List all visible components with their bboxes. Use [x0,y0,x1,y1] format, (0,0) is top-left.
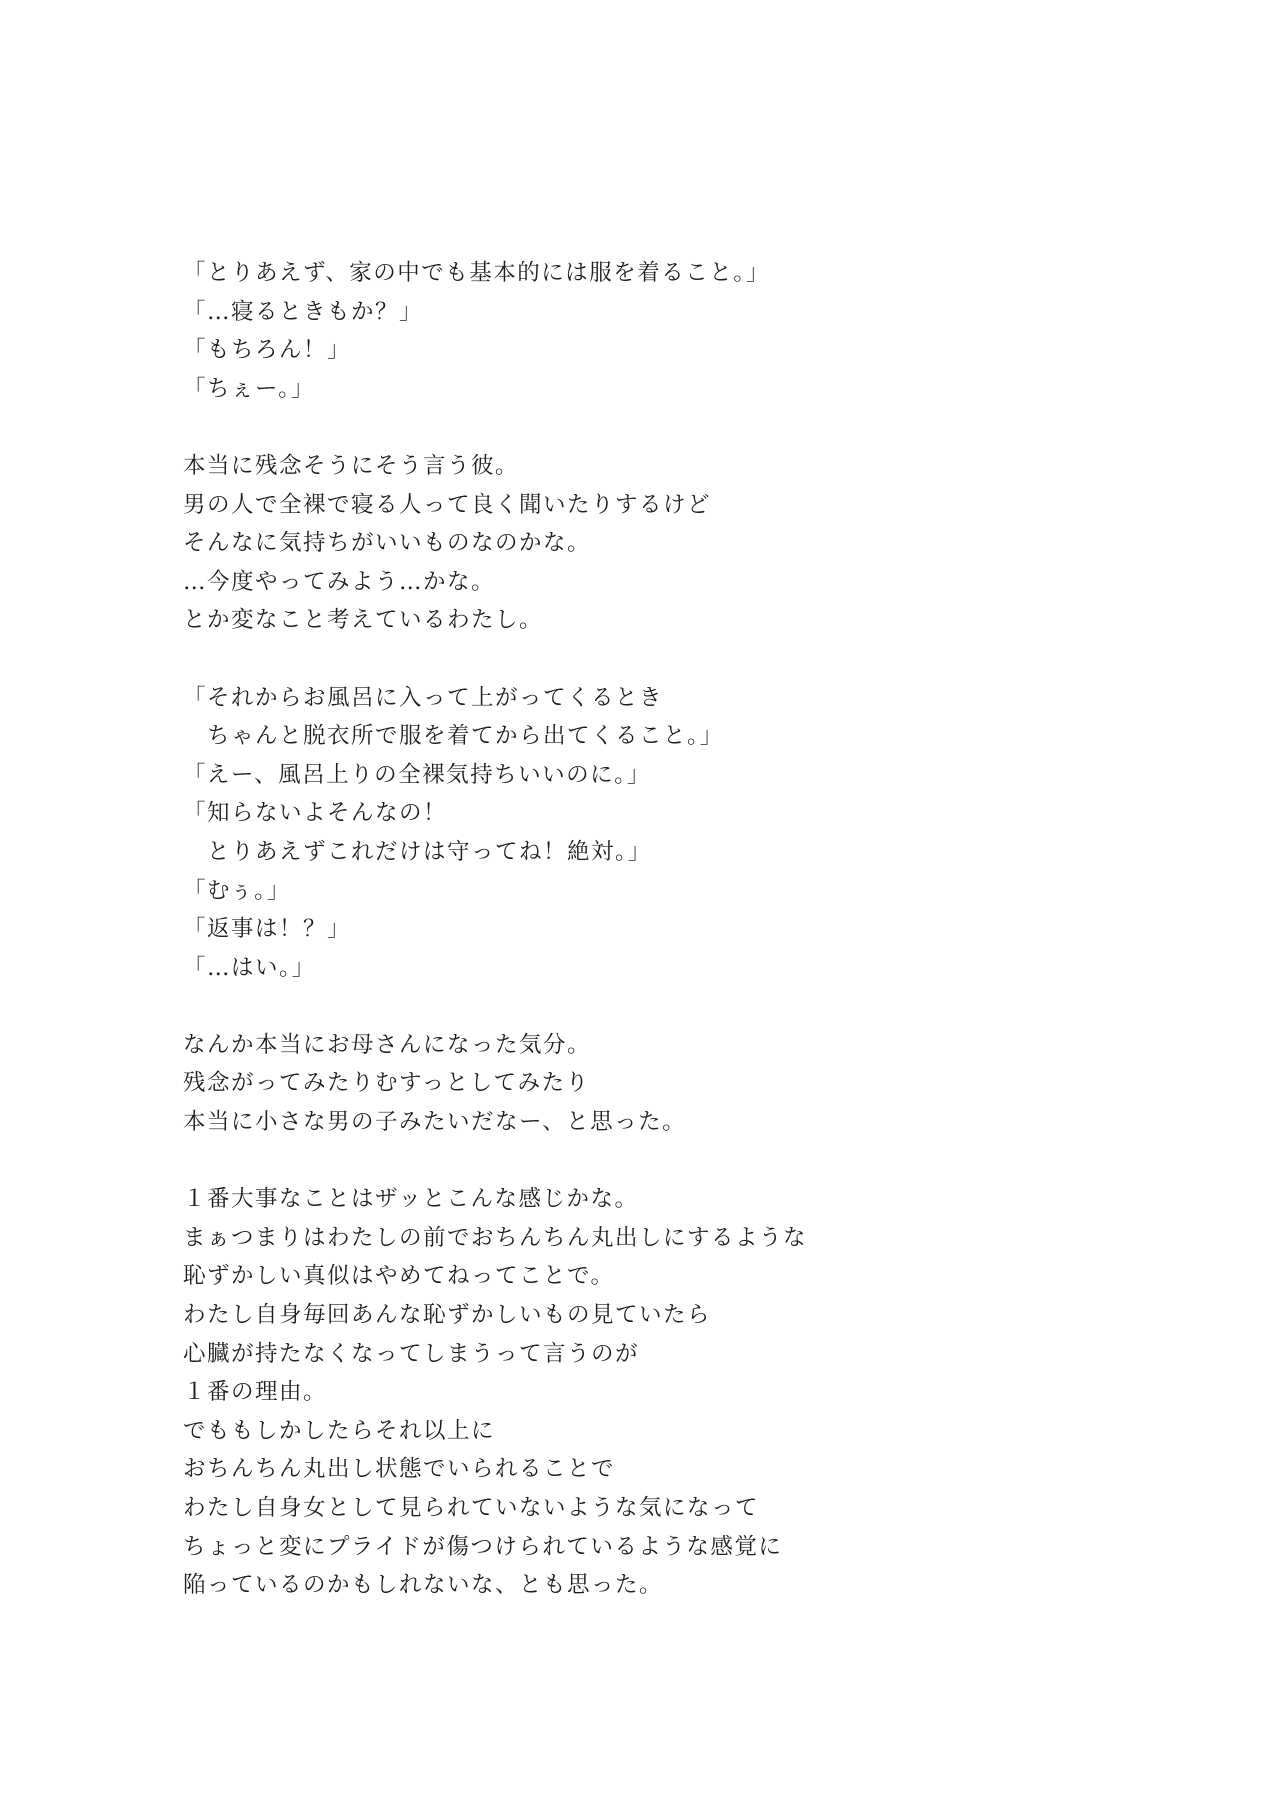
text-line: 陥っているのかもしれないな、とも思った。 [183,1572,664,1599]
text-line: 残念がってみたりむすっとしてみたり [183,1070,590,1097]
blank-line [183,408,1183,447]
text-line: 「もちろん！」 [183,337,352,364]
text-line: わたし自身女として見られていないような気になって [183,1495,760,1521]
text-line: 恥ずかしい真似はやめてねってことで。 [183,1263,615,1290]
text-line: １番大事なことはザッとこんな感じかな。 [183,1186,639,1213]
text-line: なんか本当にお母さんになった気分。 [183,1031,592,1058]
text-body [183,254,1183,1605]
text-line: わたし自身毎回あんな恥ずかしいもの見ていたら [183,1302,712,1329]
text-line: とか変なこと考えているわたし。 [183,607,544,634]
text-line: 「ちぇー。」 [183,375,315,402]
text-line: 本当に小さな男の子みたいだなー、と思った。 [183,1109,687,1136]
text-line: 「知らないよそんなの！ [183,800,448,827]
text-line: 「えー、風呂上りの全裸気持ちいいのに。」 [183,761,651,788]
text-line: 「とりあえず、家の中でも基本的には服を着ること。」 [183,260,770,286]
text-line: ちゃんと脱衣所で服を着てから出てくること。」 [183,723,724,750]
text-line: 「…はい。」 [183,954,316,981]
text-line: そんなに気持ちがいいものなのかな。 [183,530,592,557]
blank-line [183,1142,1183,1181]
text-line: １番の理由。 [183,1379,328,1406]
text-line: 男の人で全裸で寝る人って良く聞いたりするけど [183,491,712,518]
text-line: 本当に残念そうにそう言う彼。 [183,452,520,479]
blank-line [183,640,1183,679]
text-line: 「…寝るときもか？」 [183,298,424,325]
text-line: ちょっと変にプライドが傷つけられているような感覚に [183,1533,783,1560]
blank-line [183,987,1183,1026]
text-line: 「むぅ。」 [183,877,291,904]
text-line: おちんちん丸出し状態でいられることで [183,1456,616,1483]
text-line: とりあえずこれだけは守ってね！絶対。」 [183,838,652,865]
text-line: …今度やってみよう…かな。 [183,568,496,595]
text-line: でももしかしたらそれ以上に [183,1417,496,1444]
text-line: まぁつまりはわたしの前でおちんちん丸出しにするような [183,1224,808,1251]
text-line: 「返事は！？」 [183,916,352,943]
text-line: 心臓が持たなくなってしまうって言うのが [183,1340,640,1367]
text-line: 「それからお風呂に入って上がってくるとき [183,684,664,711]
